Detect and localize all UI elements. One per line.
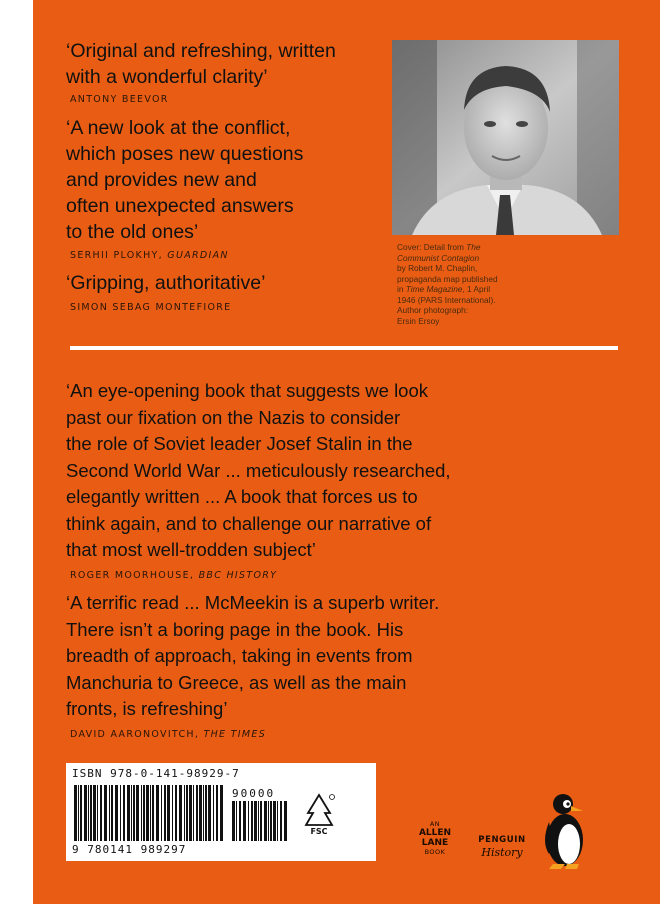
barcode-bar: [284, 801, 287, 841]
barcode-price: [232, 801, 290, 841]
barcode-bar: [220, 785, 223, 841]
quote-beevor: ‘Original and refreshing, written with a wonderful clarity’: [66, 40, 336, 88]
barcode-bar: [104, 785, 107, 841]
barcode-bar: [258, 801, 259, 841]
barcode-bar: [184, 785, 185, 841]
barcode-bar: [254, 801, 257, 841]
barcode-bar: [232, 801, 235, 841]
quote-montefiore: ‘Gripping, authoritative’: [66, 272, 266, 294]
barcode-bar: [123, 785, 125, 841]
barcode-bar: [167, 785, 170, 841]
divider-rule: [70, 346, 618, 350]
penguin-history-imprint: PENGUIN History: [478, 835, 526, 859]
barcode-bar: [80, 785, 82, 841]
attribution-plokhy: SERHII PLOKHY, GUARDIAN: [70, 250, 229, 261]
barcode-bar: [78, 785, 79, 841]
attribution-montefiore: SIMON SEBAG MONTEFIORE: [70, 302, 232, 313]
barcode-bar: [189, 785, 192, 841]
barcode-bar: [239, 801, 241, 841]
barcode-bar: [199, 785, 202, 841]
barcode-bar: [273, 801, 276, 841]
cover-caption: Cover: Detail from The Communist Contagion by Robert M. Chaplin, propaganda map published in Time Magazine, 1 April 1946 (PARS International). Author photograph: Ersin Ersoy: [397, 242, 498, 326]
barcode-bar: [236, 801, 237, 841]
barcode-bar: [270, 801, 272, 841]
barcode-main: [74, 785, 224, 841]
author-photo: [392, 40, 619, 235]
quote-plokhy: ‘A new look at the conflict, which poses new questions and provides new and often unexpected answers to the old ones’: [66, 117, 304, 243]
barcode-bar: [136, 785, 139, 841]
barcode-bar: [243, 801, 246, 841]
barcode-bar: [251, 801, 253, 841]
barcode-bar: [150, 785, 151, 841]
barcode-bar: [156, 785, 159, 841]
barcode-bar: [264, 801, 267, 841]
barcode-bar: [164, 785, 166, 841]
barcode-bar: [216, 785, 218, 841]
barcode-bar: [109, 785, 110, 841]
isbn-label: ISBN 978-0-141-98929-7: [72, 767, 240, 780]
attribution-moorhouse: ROGER MOORHOUSE, BBC HISTORY: [70, 570, 278, 581]
isbn-barcode-box: [66, 763, 376, 861]
barcode-bar: [193, 785, 194, 841]
barcode-bar: [208, 785, 211, 841]
barcode-bar: [172, 785, 173, 841]
barcode-bar: [93, 785, 96, 841]
barcode-bar: [131, 785, 132, 841]
barcode-bar: [248, 801, 249, 841]
barcode-bar: [205, 785, 207, 841]
attribution-beevor: ANTONY BEEVOR: [70, 94, 169, 105]
allen-lane-imprint: AN ALLEN LANE BOOK: [418, 820, 452, 856]
barcode-bar: [88, 785, 89, 841]
barcode-bar: [186, 785, 188, 841]
barcode-bar: [213, 785, 214, 841]
quote-moorhouse: ‘An eye-opening book that suggests we look past our fixation on the Nazis to consider the role of Soviet leader Josef Stalin in the Second World War ... meticulously researched, elegantly written ... A book that forces us to think again, and to challenge our narrative of that most well-trodden subject’: [66, 380, 451, 560]
barcode-bar: [260, 801, 262, 841]
barcode-bar: [97, 785, 98, 841]
barcode-bar: [120, 785, 121, 841]
barcode-bar: [111, 785, 113, 841]
penguin-logo-icon: [543, 792, 589, 870]
barcode-bar: [280, 801, 282, 841]
barcode-bar: [84, 785, 87, 841]
barcode-bar: [161, 785, 162, 841]
barcode-bar: [74, 785, 77, 841]
barcode-bar: [127, 785, 130, 841]
barcode-bar: [179, 785, 182, 841]
barcode-bar: [143, 785, 145, 841]
barcode-bar: [115, 785, 118, 841]
price-code: 90000: [232, 787, 276, 800]
barcode-bar: [203, 785, 204, 841]
barcode-bar: [100, 785, 102, 841]
barcode-bar: [277, 801, 278, 841]
barcode-bar: [268, 801, 269, 841]
barcode-bar: [146, 785, 149, 841]
barcode-bar: [90, 785, 92, 841]
quote-aaronovitch: ‘A terrific read ... McMeekin is a superb writer. There isn’t a boring page in the book. His breadth of approach, taking in events from Manchuria to Greece, as well as the main fronts, is refreshing’: [66, 592, 440, 719]
barcode-bar: [175, 785, 177, 841]
barcode-bar: [133, 785, 135, 841]
barcode-bar: [141, 785, 142, 841]
barcode-bar: [152, 785, 154, 841]
barcode-number: 9 780141 989297: [72, 843, 187, 856]
fsc-label: FSC: [310, 827, 328, 836]
attribution-aaronovitch: DAVID AARONOVITCH, THE TIMES: [70, 729, 267, 740]
barcode-bar: [196, 785, 198, 841]
